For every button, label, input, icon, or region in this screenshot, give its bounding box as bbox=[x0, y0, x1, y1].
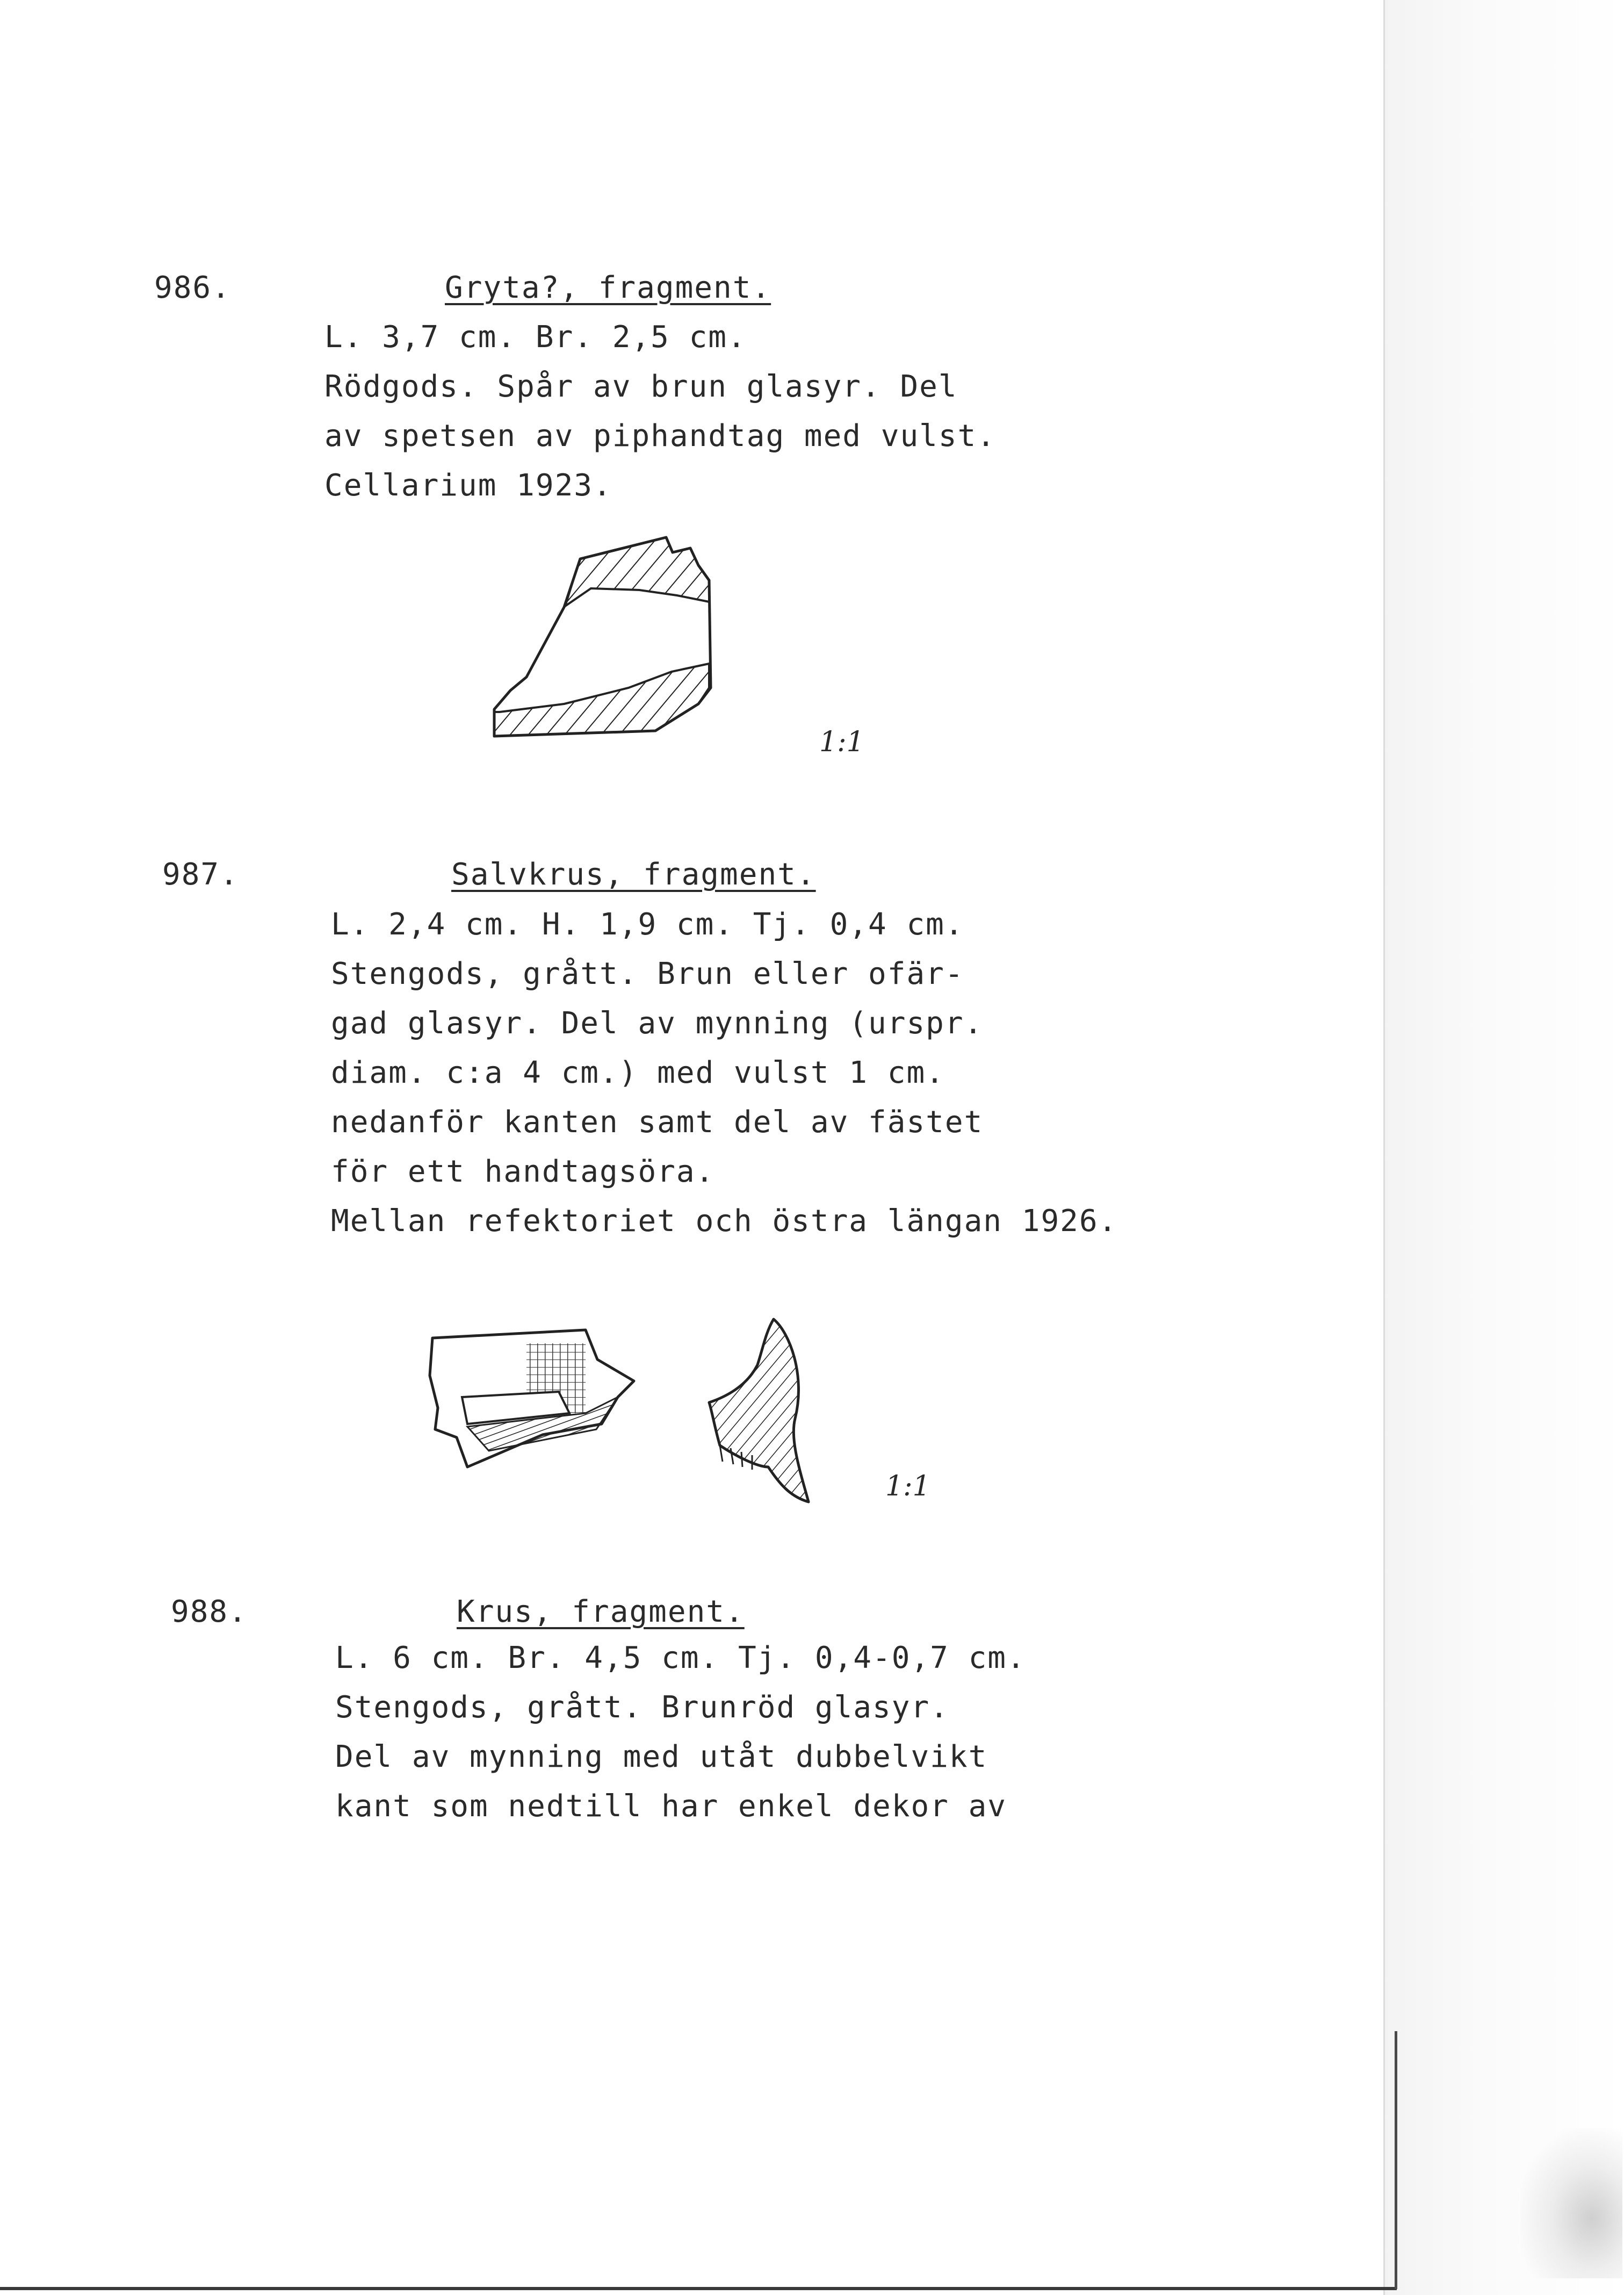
description-line: Mellan refektoriet och östra längan 1926. bbox=[331, 1204, 1118, 1239]
entry-title: Salvkrus, fragment. bbox=[451, 857, 816, 892]
description-line: kant som nedtill har enkel dekor av bbox=[335, 1789, 1007, 1824]
description-line: Stengods, grått. Brunröd glasyr. bbox=[335, 1690, 949, 1725]
description-line: Rödgods. Spår av brun glasyr. Del bbox=[324, 369, 958, 404]
description-line: för ett handtagsöra. bbox=[331, 1154, 715, 1189]
scan-smudge bbox=[1520, 2128, 1622, 2278]
page-edge-shadow bbox=[1383, 0, 1624, 2295]
fragment-sketch-987-front bbox=[424, 1322, 650, 1483]
page-bottom-edge bbox=[0, 2287, 1397, 2290]
description-line: L. 2,4 cm. H. 1,9 cm. Tj. 0,4 cm. bbox=[331, 907, 964, 942]
description-line: Cellarium 1923. bbox=[324, 468, 612, 503]
page-right-edge bbox=[1395, 2031, 1397, 2289]
description-line: nedanför kanten samt del av fästet bbox=[331, 1105, 984, 1140]
entry-number: 987. bbox=[162, 857, 239, 892]
description-line: L. 3,7 cm. Br. 2,5 cm. bbox=[324, 320, 747, 355]
scale-note: 1:1 bbox=[885, 1470, 930, 1502]
page-edge-line bbox=[1383, 0, 1385, 2295]
entry-number: 986. bbox=[154, 270, 231, 305]
description-line: Del av mynning med utåt dubbelvikt bbox=[335, 1739, 988, 1774]
entry-title: Krus, fragment. bbox=[457, 1594, 745, 1629]
description-line: gad glasyr. Del av mynning (urspr. bbox=[331, 1006, 984, 1041]
description-line: Stengods, grått. Brun eller ofär- bbox=[331, 956, 964, 991]
description-line: diam. c:a 4 cm.) med vulst 1 cm. bbox=[331, 1055, 945, 1090]
entry-description bbox=[331, 900, 1117, 1246]
fragment-sketch-986 bbox=[483, 527, 784, 768]
description-line: L. 6 cm. Br. 4,5 cm. Tj. 0,4-0,7 cm. bbox=[335, 1641, 1026, 1675]
entry-title: Gryta?, fragment. bbox=[445, 270, 771, 305]
entry-description bbox=[324, 313, 996, 510]
entry-number: 988. bbox=[171, 1594, 248, 1629]
entry-description bbox=[335, 1634, 1026, 1831]
scale-note: 1:1 bbox=[819, 726, 864, 758]
fragment-sketch-987-profile bbox=[704, 1311, 827, 1510]
description-line: av spetsen av piphandtag med vulst. bbox=[324, 419, 997, 454]
